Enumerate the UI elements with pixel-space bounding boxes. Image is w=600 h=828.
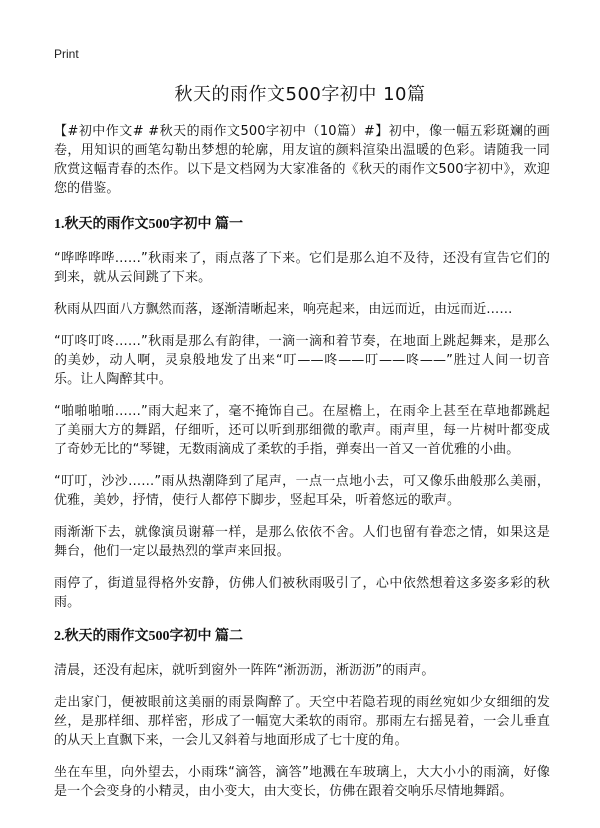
paragraph: “哗哗哗哗……”秋雨来了，雨点落了下来。它们是那么迫不及待，还没有宣告它们的到来，就从云间跳了下来。	[54, 251, 550, 285]
paragraph: “叮叮，沙沙……”雨从热潮降到了尾声，一点一点地小去，可又像乐曲般那么美丽，优雅，美妙，抒情，使行人都停下脚步，竖起耳朵，听着悠远的歌声。	[54, 474, 550, 508]
section-heading-2: 2.秋天的雨作文500字初中 篇二	[54, 629, 243, 644]
paragraph: “叮咚叮咚……”秋雨是那么有韵律，一滴一滴和着节奏，在地面上跳起舞来，是那么的美妙，动人啊，灵泉般地发了出来“叮——咚——叮——咚——”胜过人间一切音乐。让人陶醉其中。	[54, 334, 550, 387]
paragraph: 走出家门，便被眼前这美丽的雨景陶醉了。天空中若隐若现的雨丝宛如少女细细的发丝，是那样细、那样密，形成了一幅宽大柔软的雨帘。那雨左右摇晃着，一会儿垂直的从天上直飘下来，一会儿又斜着与地面形成了七十度的角。	[54, 695, 550, 748]
paragraph: 雨渐渐下去，就像演员谢幕一样，是那么依依不舍。人们也留有眷恋之情，如果这是舞台，他们一定以最热烈的掌声来回报。	[54, 525, 550, 559]
paragraph: “啪啪啪啪……”雨大起来了，毫不掩饰自己。在屋檐上，在雨伞上甚至在草地都跳起了美丽大方的舞蹈，仔细听，还可以听到那细微的歌声。雨声里，每一片树叶都变成了奇妙无比的“琴键，无数雨滴成了柔软的手指，弹奏出一首又一首优雅的小曲。	[54, 404, 550, 457]
intro-paragraph: 【#初中作文# #秋天的雨作文500字初中（10篇）#】初中，像一幅五彩斑斓的画卷，用知识的画笔勾勒出梦想的轮廓，用友谊的颜料渲染出温暖的色彩。请随我一同欣赏这幅青春的杰作。以下是文档网为大家准备的《秋天的雨作文500字初中》，欢迎您的借鉴。	[54, 124, 550, 196]
paragraph: 坐在车里，向外望去，小雨珠“滴答，滴答”地溅在车玻璃上，大大小小的雨滴，好像是一个会变身的小精灵，由小变大，由大变长，仿佛在跟着交响乐尽情地舞蹈。	[54, 765, 550, 799]
paragraph: 清晨，还没有起床，就听到窗外一阵阵“淅沥沥，淅沥沥”的雨声。	[54, 663, 435, 678]
print-label: Print	[54, 47, 79, 61]
paragraph: 雨停了，街道显得格外安静，仿佛人们被秋雨吸引了，心中依然想着这多姿多彩的秋雨。	[54, 576, 550, 610]
document-body	[54, 122, 550, 814]
paragraph: 秋雨从四面八方飘然而落，逐渐清晰起来，响亮起来，由远而近，由远而近……	[54, 302, 513, 317]
document-title: 秋天的雨作文500字初中 10篇	[174, 84, 426, 105]
section-heading-1: 1.秋天的雨作文500字初中 篇一	[54, 217, 243, 232]
